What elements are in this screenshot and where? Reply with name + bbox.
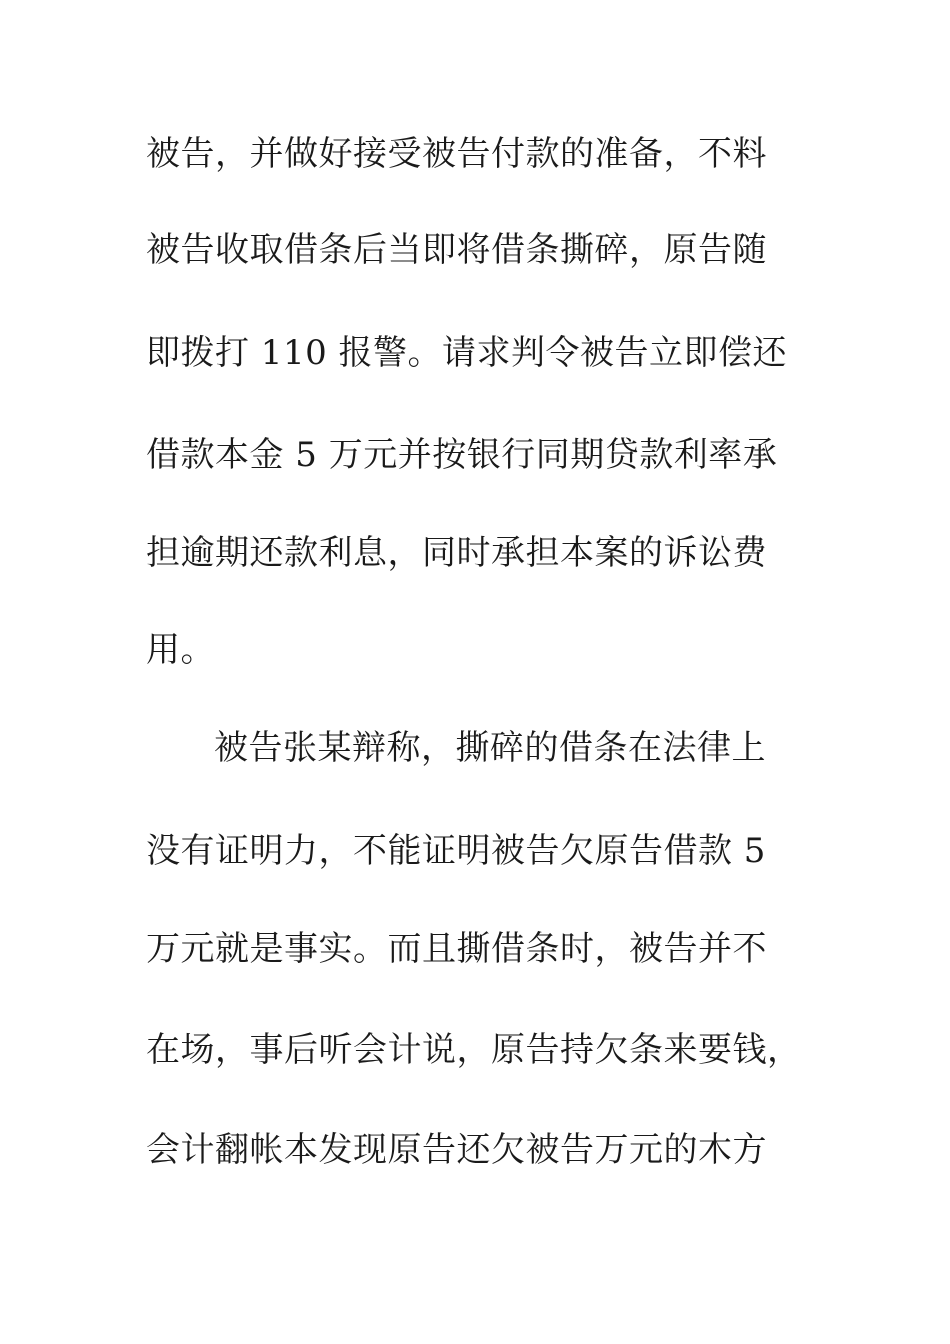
text-line-6: 用。: [146, 630, 215, 670]
text-line-5: 担逾期还款利息，同时承担本案的诉讼费: [146, 533, 767, 573]
text-line-9: 万元就是事实。而且撕借条时，被告并不: [146, 929, 767, 969]
text-line-2: 被告收取借条后当即将借条撕碎，原告随: [146, 230, 767, 270]
text-line-3: 即拨打 110 报警。请求判令被告立即偿还: [146, 333, 788, 373]
text-line-11: 会计翻帐本发现原告还欠被告万元的木方: [146, 1130, 767, 1170]
text-line-4: 借款本金 5 万元并按银行同期贷款利率承: [146, 435, 778, 475]
paragraph-start-line: 被告张某辩称，撕碎的借条在法律上: [214, 728, 766, 768]
text-line-10: 在场，事后听会计说，原告持欠条来要钱，: [146, 1030, 802, 1070]
text-line-8: 没有证明力，不能证明被告欠原告借款 5: [146, 831, 766, 871]
text-line-1: 被告，并做好接受被告付款的准备，不料: [146, 134, 767, 174]
